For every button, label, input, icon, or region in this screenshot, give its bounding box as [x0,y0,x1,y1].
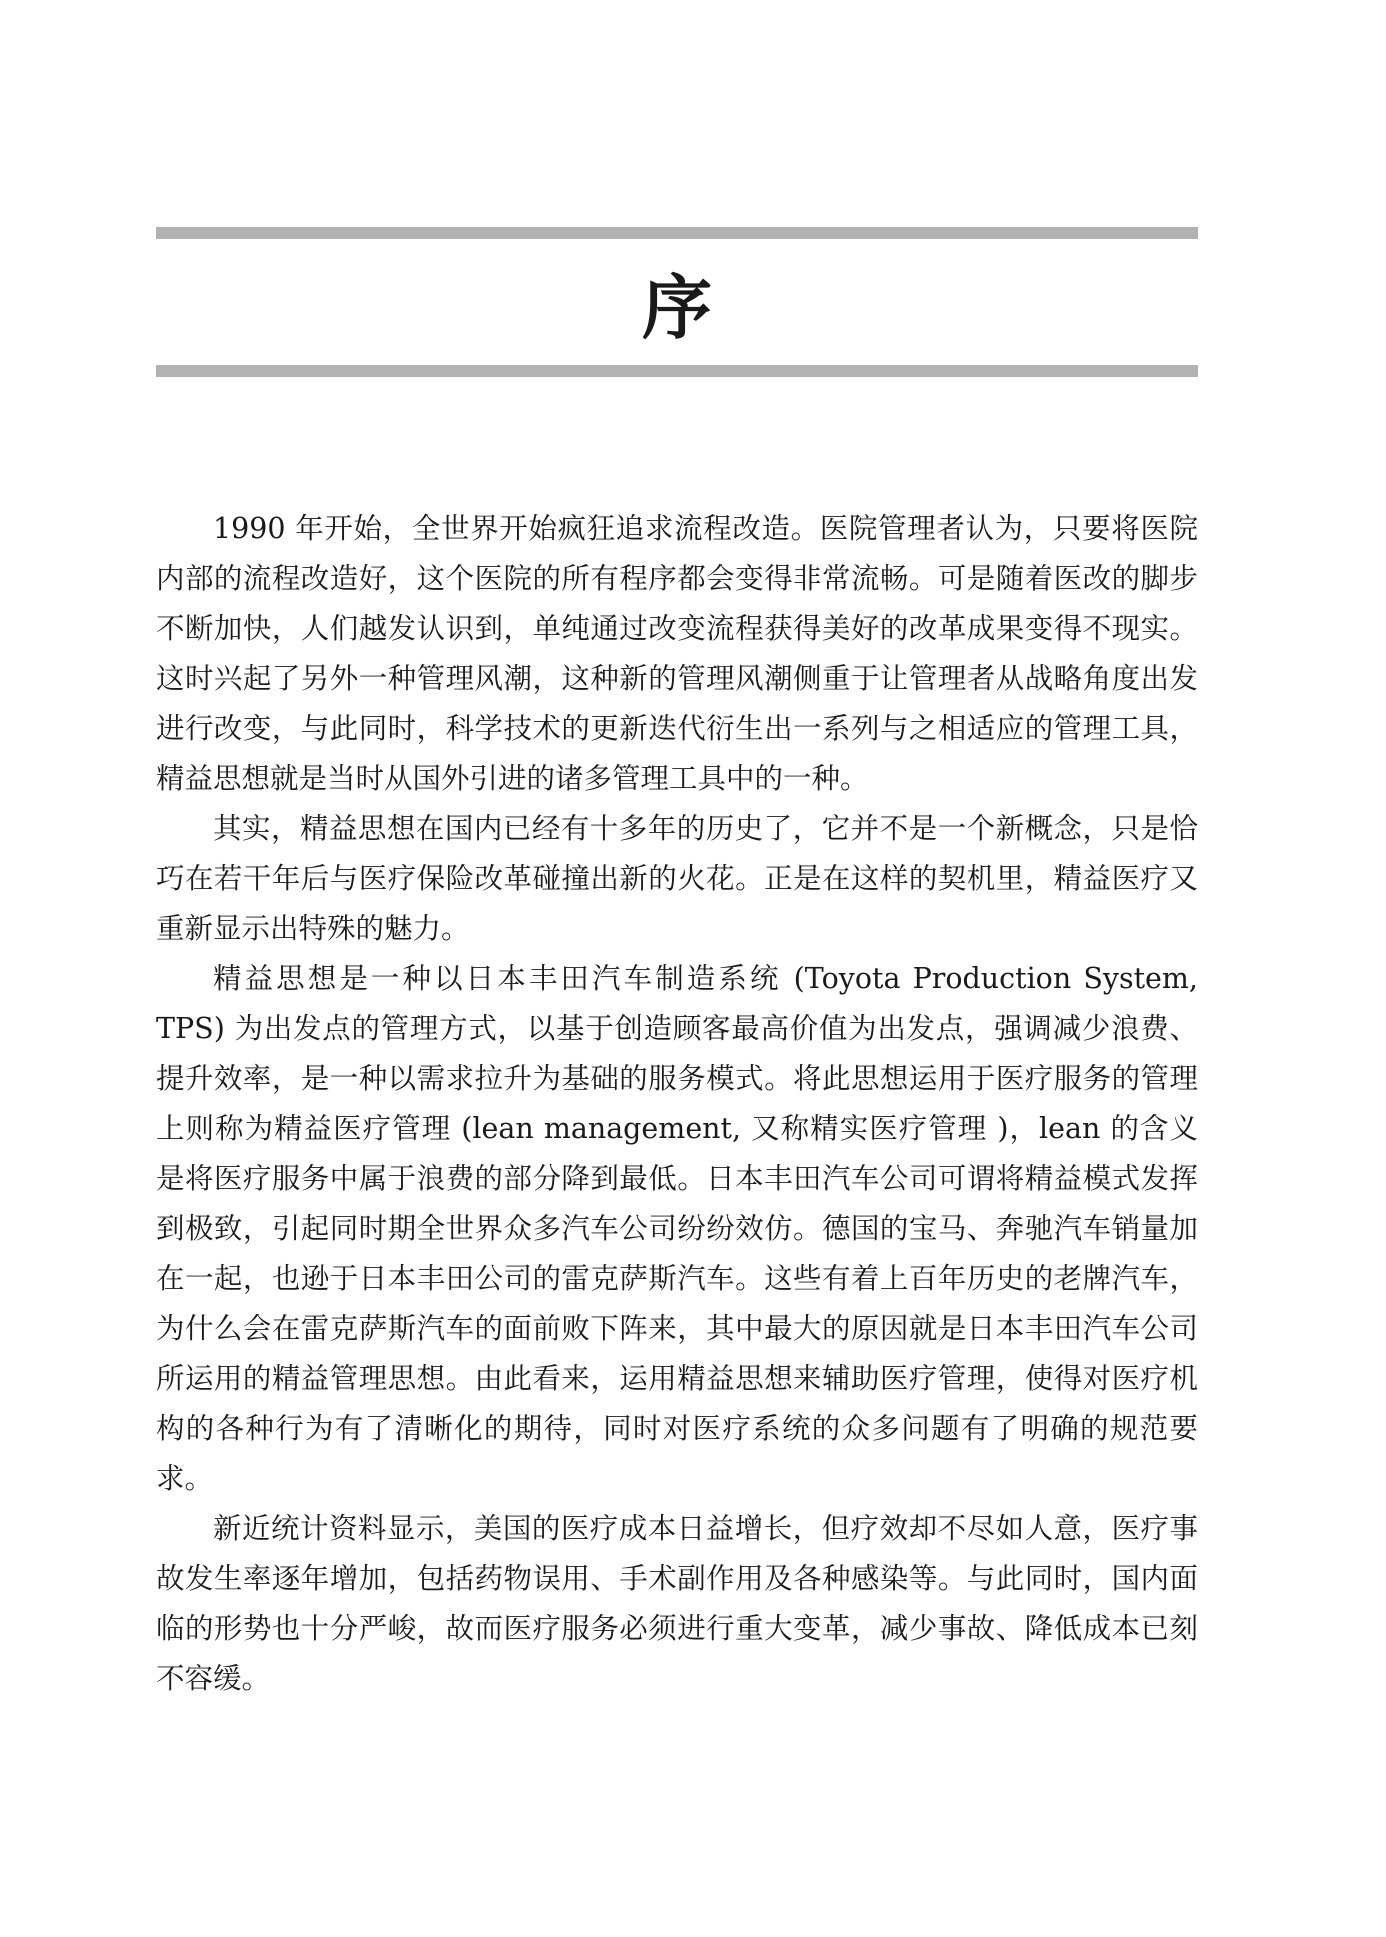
bottom-divider [156,365,1198,377]
paragraph-1: 1990 年开始，全世界开始疯狂追求流程改造。医院管理者认为，只要将医院内部的流程改造好，这个医院的所有程序都会变得非常流畅。可是随着医改的脚步不断加快，人们越发认识到，单纯通过改变流程获得美好的改革成果变得不现实。这时兴起了另外一种管理风潮，这种新的管理风潮侧重于让管理者从战略角度出发进行改变，与此同时，科学技术的更新迭代衍生出一系列与之相适应的管理工具，精益思想就是当时从国外引进的诸多管理工具中的一种。 [156,512,1198,795]
top-divider [156,227,1198,239]
body-text [156,504,1198,1704]
paragraph-4: 新近统计资料显示，美国的医疗成本日益增长，但疗效却不尽如人意，医疗事故发生率逐年增加，包括药物误用、手术副作用及各种感染等。与此同时，国内面临的形势也十分严峻，故而医疗服务必须进行重大变革，减少事故、降低成本已刻不容缓。 [156,1512,1198,1695]
paragraph-2: 其实，精益思想在国内已经有十多年的历史了，它并不是一个新概念，只是恰巧在若干年后与医疗保险改革碰撞出新的火花。正是在这样的契机里，精益医疗又重新显示出特殊的魅力。 [156,812,1198,945]
paragraph-3: 精益思想是一种以日本丰田汽车制造系统 (Toyota Production System, TPS) 为出发点的管理方式，以基于创造顾客最高价值为出发点，强调减少浪费、提升效率，是一种以需求拉升为基础的服务模式。将此思想运用于医疗服务的管理上则称为精益医疗管理 (lean management, 又称精实医疗管理 )，lean 的含义是将医疗服务中属于浪费的部分降到最低。日本丰田汽车公司可谓将精益模式发挥到极致，引起同时期全世界众多汽车公司纷纷效仿。德国的宝马、奔驰汽车销量加在一起，也逊于日本丰田公司的雷克萨斯汽车。这些有着上百年历史的老牌汽车，为什么会在雷克萨斯汽车的面前败下阵来，其中最大的原因就是日本丰田汽车公司所运用的精益管理思想。由此看来，运用精益思想来辅助医疗管理，使得对医疗机构的各种行为有了清晰化的期待，同时对医疗系统的众多问题有了明确的规范要求。 [156,962,1198,1495]
page-title: 序 [642,266,712,349]
